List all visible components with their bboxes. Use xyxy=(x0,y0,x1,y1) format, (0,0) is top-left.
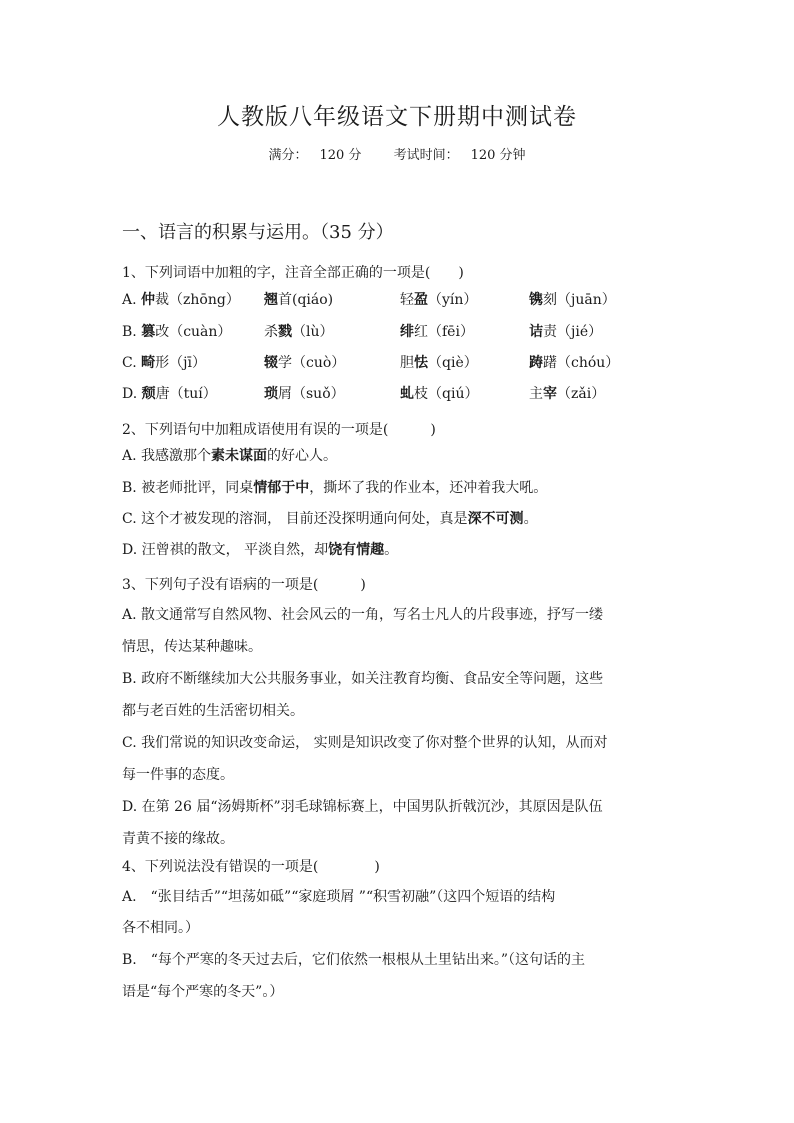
question-2-option-d: D. 汪曾祺的散文， 平淡自然，却饶有情趣。 xyxy=(122,542,399,558)
question-2-stem: 2、下列语句中加粗成语使用有误的一项是( ) xyxy=(122,422,436,438)
question-1-option-cell: 踌躇（chóu） xyxy=(529,355,620,371)
question-1-option-cell: D. 颓唐（tuí） xyxy=(122,386,217,402)
question-4-line: B. “每个严寒的冬天过去后，它们依然一根根从土里钻出来。”（这句话的主 xyxy=(122,952,586,968)
question-1-option-cell: 辍学（cuò） xyxy=(264,355,346,371)
question-1-option-cell: C. 畸形（jī） xyxy=(122,355,206,371)
question-1-stem: 1、下列词语中加粗的字，注音全部正确的一项是( ) xyxy=(122,265,464,281)
question-2-option-b: B. 被老师批评，同桌情郁于中，撕坏了我的作业本，还冲着我大吼。 xyxy=(122,480,548,496)
question-1-option-row xyxy=(122,289,682,309)
section-heading: 一、语言的积累与运用。（35 分） xyxy=(122,222,394,243)
exam-info xyxy=(0,144,794,163)
score-value: 120 分 xyxy=(319,148,362,163)
question-3-line: B. 政府不断继续加大公共服务事业，如关注教育均衡、食品安全等问题，这些 xyxy=(122,671,604,687)
question-4-line: 语是“每个严寒的冬天”。） xyxy=(122,984,284,1000)
score-label: 满分： xyxy=(268,148,308,163)
question-3-line: 青黄不接的缘故。 xyxy=(122,831,234,847)
question-1-option-cell: B. 篡改（cuàn） xyxy=(122,324,232,340)
question-3-line: 都与老百姓的生活密切相关。 xyxy=(122,703,304,719)
question-1-option-cell: 翘首(qiáo) xyxy=(264,292,334,308)
question-1-option-row xyxy=(122,383,682,403)
question-2-option-c: C. 这个才被发现的溶洞， 目前还没探明通向何处，真是深不可测。 xyxy=(122,511,538,527)
question-1-option-cell: 虬枝（qiú） xyxy=(400,386,479,402)
question-1-option-row xyxy=(122,352,682,372)
question-1-option-cell: 胆怯（qiè） xyxy=(400,355,478,371)
question-1-option-cell: 诘责（jié） xyxy=(529,324,603,340)
question-3-line: 每一件事的态度。 xyxy=(122,767,234,783)
question-1-option-cell: 镌刻（juān） xyxy=(529,292,616,308)
question-3-line: 情思，传达某种趣味。 xyxy=(122,639,262,655)
question-3-line: D. 在第 26 届“汤姆斯杯”羽毛球锦标赛上，中国男队折戟沉沙，其原因是队伍 xyxy=(122,799,603,815)
question-2-option-a: A. 我感激那个素未谋面的好心人。 xyxy=(122,448,338,464)
question-1-option-cell: 琐屑（suǒ） xyxy=(264,386,345,402)
question-1-option-cell: 主宰（zǎi） xyxy=(529,386,606,402)
question-1-option-cell: 绯红（fēi） xyxy=(400,324,474,340)
question-4-line: A. “张目结舌”“坦荡如砥”“家庭琐屑 ”“积雪初融”（这四个短语的结构 xyxy=(122,889,556,905)
time-value: 120 分钟 xyxy=(470,148,526,163)
question-4-line: 各不相同。） xyxy=(122,920,199,936)
question-1-option-cell: A. 仲裁（zhōng） xyxy=(122,292,240,308)
time-label: 考试时间： xyxy=(393,148,459,163)
question-1-option-row xyxy=(122,321,682,341)
page-title: 人教版八年级语文下册期中测试卷 xyxy=(217,104,577,130)
question-4-stem: 4、下列说法没有错误的一项是( ) xyxy=(122,859,380,875)
question-1-option-cell: 轻盈（yín） xyxy=(400,292,478,308)
question-1-option-cell: 杀戮（lù） xyxy=(264,324,334,340)
question-3-line: A. 散文通常写自然风物、社会风云的一角，写名士凡人的片段事迹，抒写一缕 xyxy=(122,607,604,623)
question-3-stem: 3、下列句子没有语病的一项是( ) xyxy=(122,577,366,593)
question-3-line: C. 我们常说的知识改变命运， 实则是知识改变了你对整个世界的认知，从而对 xyxy=(122,735,608,751)
